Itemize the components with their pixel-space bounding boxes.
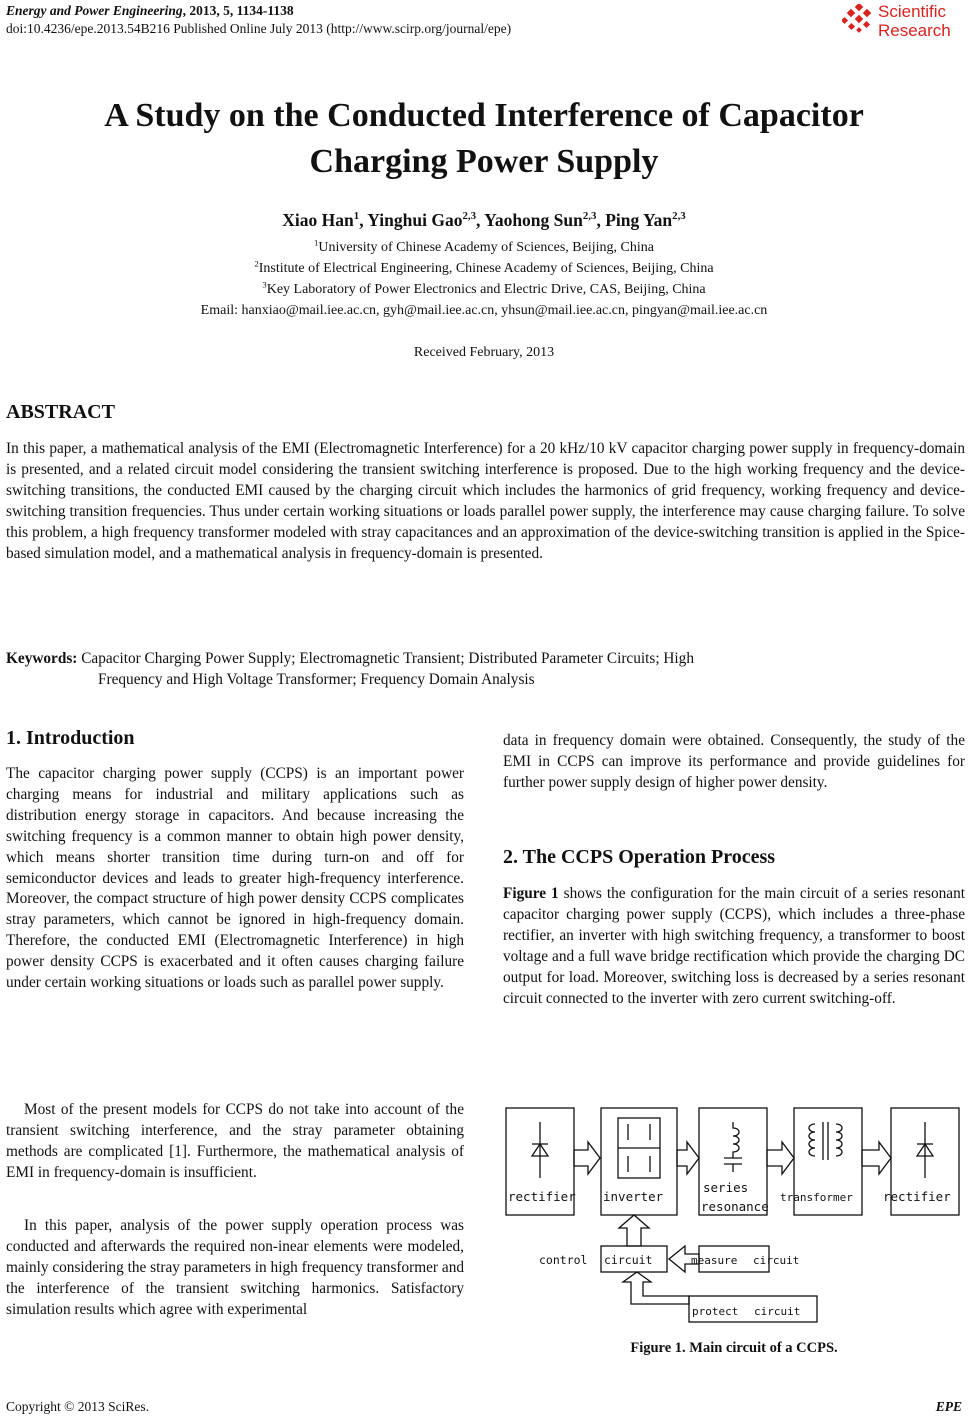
title-line-1: A Study on the Conducted Interference of Capacitor xyxy=(104,97,864,134)
affiliation: $^3$Key Laboratory of Power Electronics and Electric Drive, CAS, Beijing, China xyxy=(262,279,706,297)
affiliation: $^2$Institute of Electrical Engineering, Chinese Academy of Sciences, Beijing, China xyxy=(254,258,714,276)
arrow-protect-to-control xyxy=(623,1272,689,1304)
logo-line-2: Research xyxy=(878,21,951,40)
section-2-heading: 2. The CCPS Operation Process xyxy=(503,846,776,868)
protect-circuit-label: circuit xyxy=(754,1305,801,1318)
arrow-inverter-to-resonance xyxy=(677,1142,699,1174)
publisher-logo xyxy=(842,2,962,42)
affiliation: $^1$University of Chinese Academy of Sciences, Beijing, China xyxy=(314,237,654,255)
arrow-rectifier-to-inverter xyxy=(574,1142,600,1174)
protect-label: protect xyxy=(692,1305,739,1318)
journal-name: Energy and Power Engineering xyxy=(6,3,183,18)
keywords-line-1: Capacitor Charging Power Supply; Electromagnetic Transient; Distributed Parameter Circuits; High xyxy=(81,650,694,667)
logo-line-1: Scientific xyxy=(878,2,947,21)
control-circuit-label: circuit xyxy=(604,1253,653,1267)
abstract-heading: ABSTRACT xyxy=(6,401,115,423)
author: Yaohong Sun$^{2,3}$, xyxy=(484,210,606,230)
measure-label: measure xyxy=(691,1254,738,1267)
intro-paragraph-3-continued: data in frequency domain were obtained. Consequently, the study of the EMI in CCPS can improve its performance and provide guidelines for further power supply design of higher power density. xyxy=(503,732,965,791)
figure-1-caption: Figure 1. Main circuit of a CCPS. xyxy=(630,1340,838,1356)
paper-title xyxy=(0,93,968,185)
footer-journal: EPE xyxy=(935,1399,962,1414)
block-label-rectifier-2: rectifier xyxy=(883,1189,951,1204)
intro-paragraph-2: Most of the present models for CCPS do not take into account of the transient switching interference, and the stray parameter obtaining methods are complicated [1]. Furthermore, the mathematical analysis of EMI in frequency-domain is insufficient. xyxy=(6,1101,464,1181)
keywords-label: Keywords: xyxy=(6,650,78,667)
section-2-text: shows the configuration for the main circuit of a series resonant capacitor charging power supply (CCPS), which includes a three-phase rectifier, an inverter with high switching frequency, a transformer to boost voltage and a full wave bridge rectification which provide the charging DC output for load. Moreover, switching loss is decreased by a series resonant circuit connected to the inverter with zero current switching-off. xyxy=(503,885,965,1007)
email-line: Email: hanxiao@mail.iee.ac.cn, gyh@mail.iee.ac.cn, yhsun@mail.iee.ac.cn, pingyan@mail.iee.ac.cn xyxy=(200,303,768,318)
doi-line: doi:10.4236/epe.2013.54B216 Published Online July 2013 (http://www.scirp.org/journal/epe) xyxy=(6,21,512,36)
section-1-heading: 1. Introduction xyxy=(6,727,135,749)
intro-paragraph-3: In this paper, analysis of the power supply operation process was conducted and afterwards the required non-inear elements were modeled, mainly considering the stray parameters in high frequency transformer and the interference of the transient switching harmonics. Satisfactory simulation results which agree with experimental xyxy=(6,1217,464,1318)
control-label: control xyxy=(539,1253,588,1267)
publisher-logo-icon xyxy=(842,4,876,38)
author: Ping Yan$^{2,3}$ xyxy=(605,210,686,230)
keywords-line-2: Frequency and High Voltage Transformer; Frequency Domain Analysis xyxy=(98,671,535,688)
block-label-transformer: transformer xyxy=(780,1191,853,1204)
ccps-block-diagram xyxy=(503,1100,965,1330)
publisher-logo-text xyxy=(878,2,951,40)
section-2-paragraph xyxy=(503,884,965,1009)
title-line-2: Charging Power Supply xyxy=(309,143,659,180)
footer-copyright: Copyright © 2013 SciRes. xyxy=(6,1399,150,1414)
block-label-series: series xyxy=(703,1180,749,1195)
measure-circuit-label: circuit xyxy=(753,1254,800,1267)
abstract-text: In this paper, a mathematical analysis of the EMI (Electromagnetic Interference) for a 20 kHz/10 kV capacitor charging power supply in frequency-domain is presented, and a related circuit model considering the transient switching interference is proposed. Due to the high working frequency and the device-switching transitions, the conducted EMI caused by the charging circuit which includes the harmonics of grid frequency, working frequency and device-switching transition frequencies. Thus under certain working situations or loads parallel power supply, the interference may cause charging failure. To solve this problem, a high frequency transformer modeled with stray capacitances and an approximation of the device-switching transition is applied in the Spice-based simulation model, and a mathematical analysis in frequency-domain is presented. xyxy=(6,440,965,562)
received-date: Received February, 2013 xyxy=(413,345,555,360)
arrow-transformer-to-rectifier xyxy=(862,1142,891,1174)
block-label-resonance: resonance xyxy=(701,1199,769,1214)
author: Yinghui Gao$^{2,3}$, xyxy=(367,210,485,230)
journal-citation: , 2013, 5, 1134-1138 xyxy=(182,3,294,18)
block-label-rectifier-1: rectifier xyxy=(508,1189,576,1204)
author-list xyxy=(0,210,968,231)
block-label-inverter: inverter xyxy=(603,1189,664,1204)
journal-header xyxy=(6,2,294,19)
arrow-resonance-to-transformer xyxy=(767,1142,794,1174)
author: Xiao Han$^1$, xyxy=(282,210,368,230)
arrow-control-to-inverter xyxy=(619,1215,649,1246)
intro-paragraph-1: The capacitor charging power supply (CCPS) is an important power charging means for industrial and military applications such as distribution energy storage in capacitors. And because increasing the switching frequency is a common manner to obtain high power density, which means shorter transition time during turn-on and off for semiconductor devices and leads to greater high-frequency interference. Moreover, the compact structure of high power density CCPS complicates stray parameters, which cannot be ignored in high-frequency domain. Therefore, the conducted EMI (Electromagnetic Interference) in high power density CCPS is exacerbated and it often causes charging failure under certain working situations or loads such as parallel power supply. xyxy=(6,765,464,992)
figure-1-reference: Figure 1 xyxy=(503,885,559,902)
keywords xyxy=(6,648,694,690)
